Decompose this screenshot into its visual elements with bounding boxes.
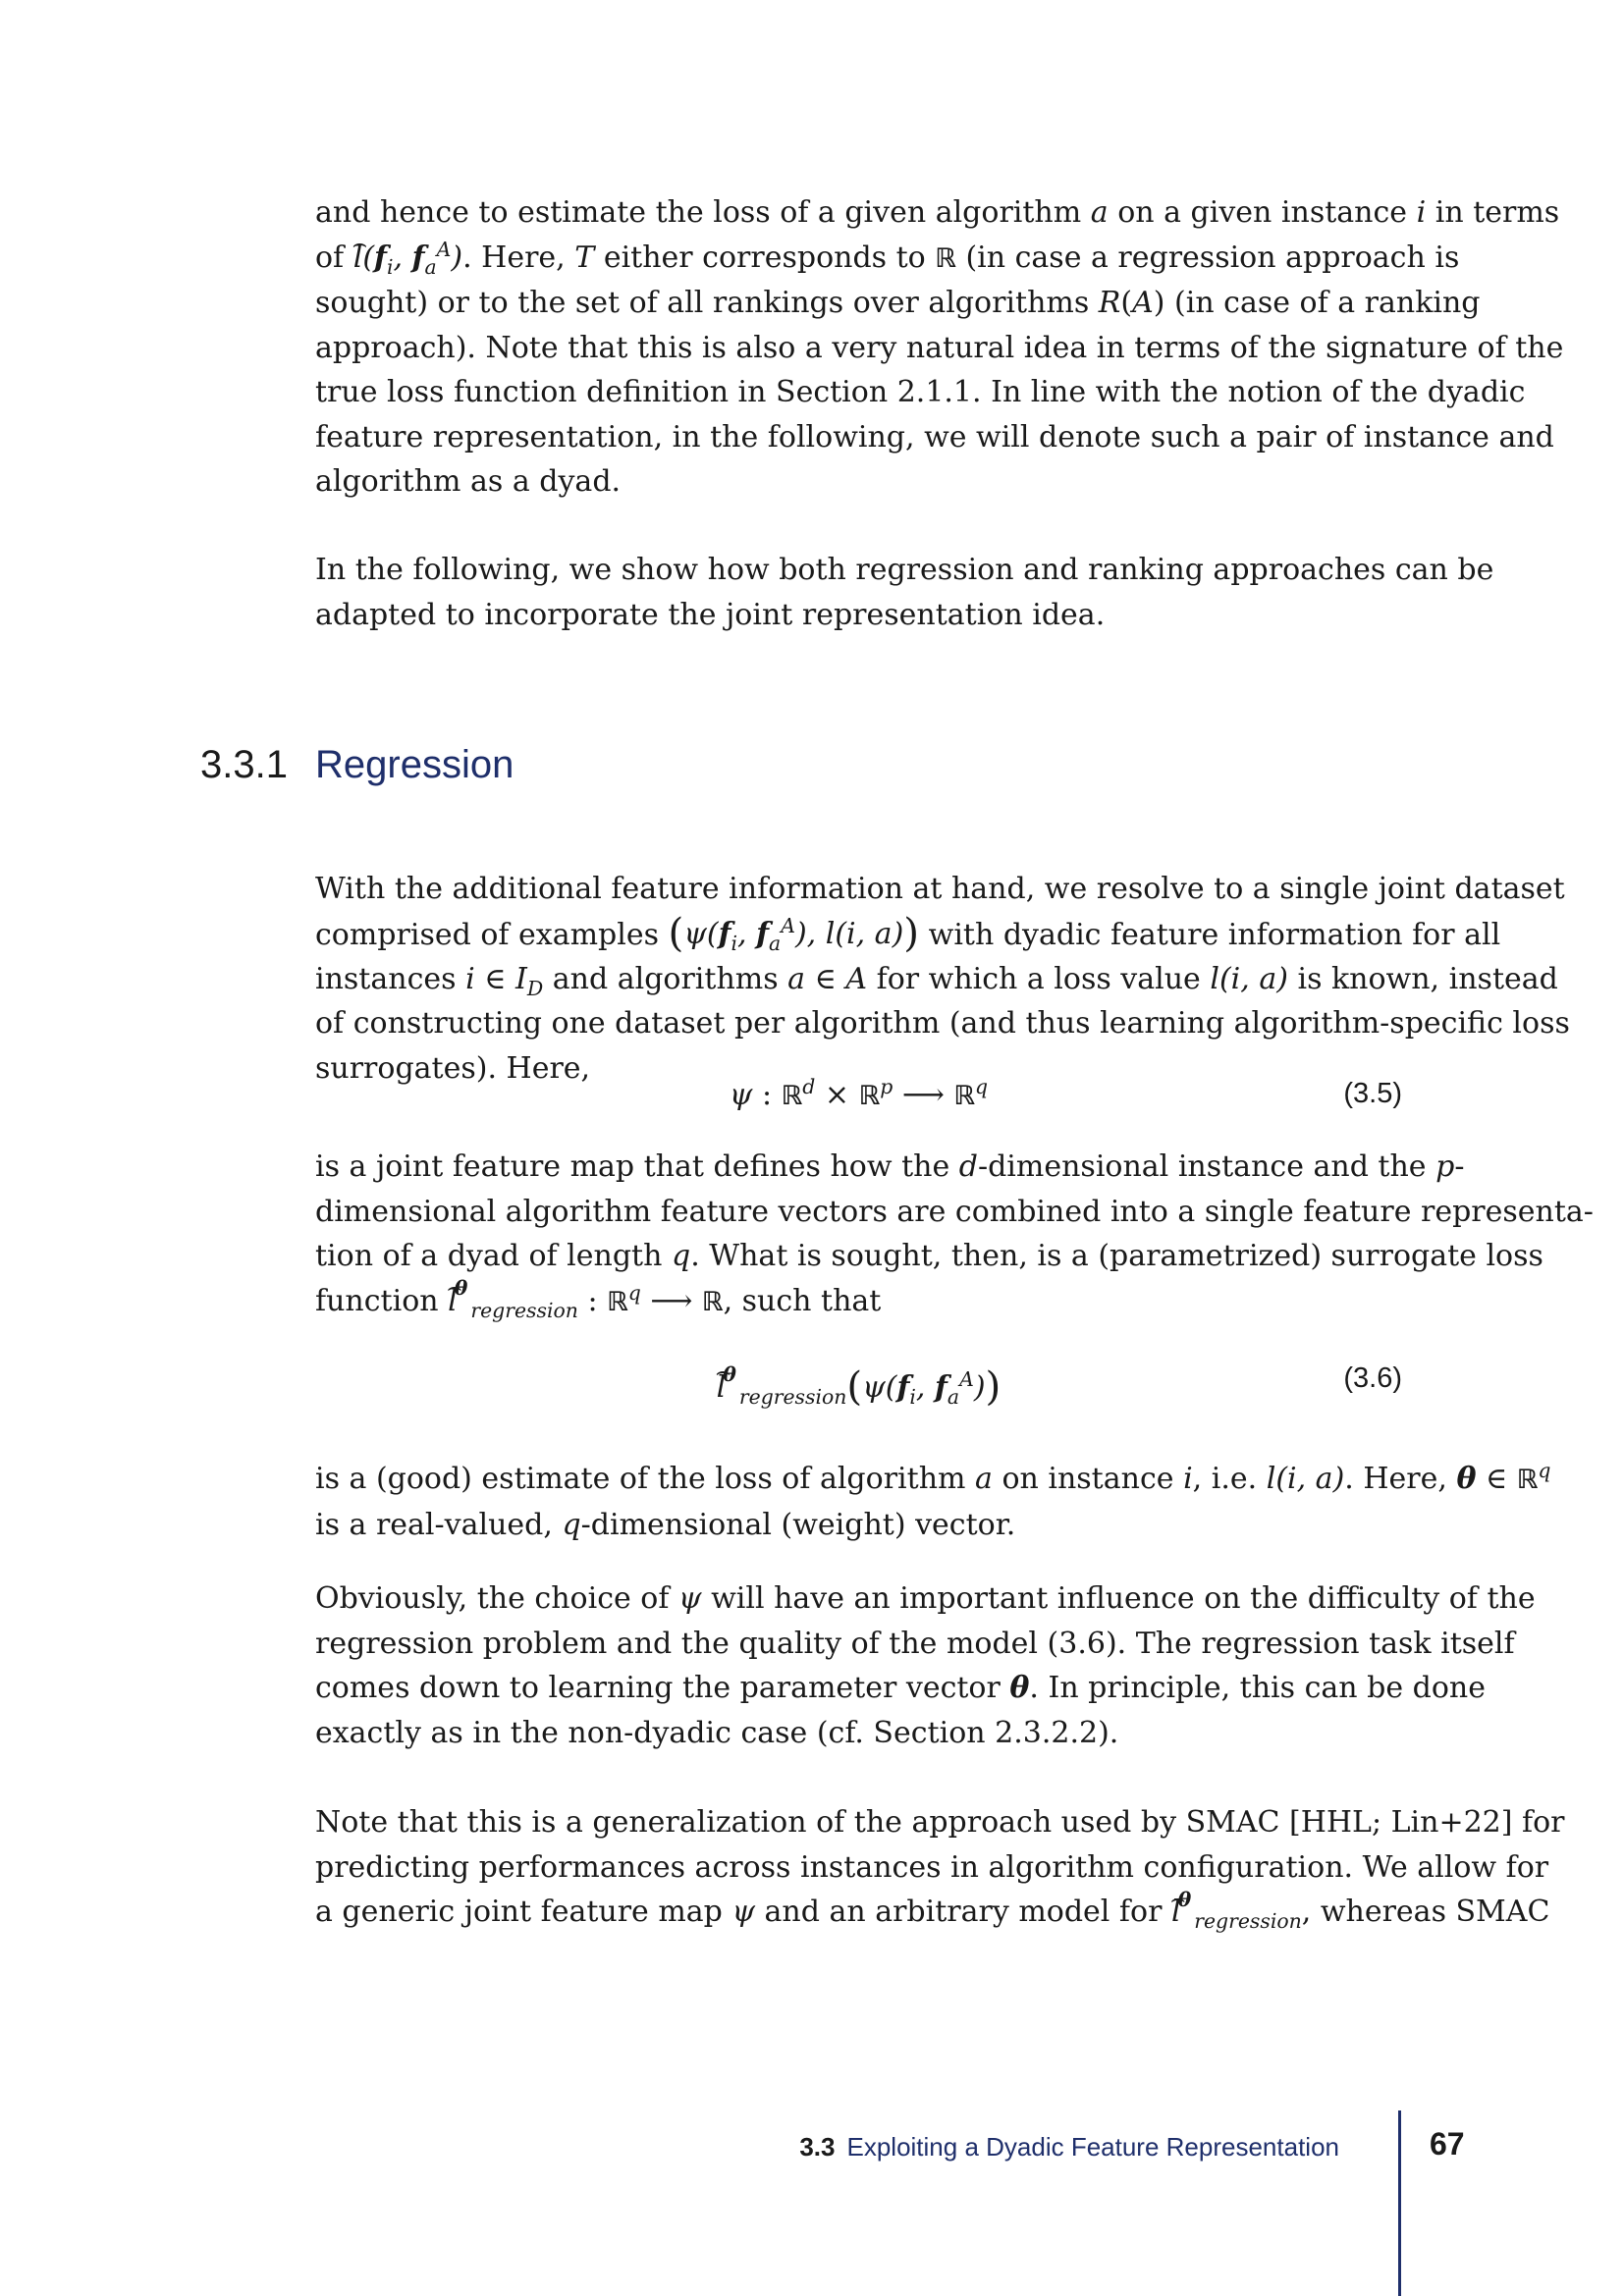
paragraph-5	[315, 1457, 1551, 1547]
equation-3-6	[315, 1362, 1402, 1412]
page-number: 67	[1430, 2126, 1465, 2162]
section-heading	[200, 743, 514, 787]
p1-line-1: and hence to estimate the loss of a given algorithm a on a given instance i in terms	[315, 195, 1560, 230]
footer-section-title: Exploiting a Dyadic Feature Representation	[846, 2132, 1339, 2162]
p7-line-3: a generic joint feature map ψ and an arbitrary model for ⌢ $l^\theta_{regression}$, whereas SMAC	[315, 1890, 1402, 1938]
equation-3-5	[315, 1075, 1402, 1127]
p1-line-6: feature representation, in the following, we will denote such a pair of instance and	[315, 419, 1554, 454]
p6-line-3: comes down to learning the parameter vector θ. In principle, this can be done	[315, 1671, 1486, 1705]
p4-line-1: is a joint feature map that defines how the d-dimensional instance and the p-	[315, 1149, 1465, 1184]
p3-line-1: With the additional feature information at hand, we resolve to a single joint dataset	[315, 872, 1565, 906]
p4-line-3: tion of a dyad of length q. What is sought, then, is a (parametrized) surrogate loss	[315, 1239, 1543, 1273]
paragraph-1	[315, 190, 1564, 505]
p3-line-3: instances i ∈ $I_D$ and algorithms a ∈ A for which a loss value l(i, a) is known, instead	[315, 961, 1558, 1000]
running-footer	[799, 2132, 1339, 2163]
p1-line-4: approach). Note that this is also a very natural idea in terms of the signature of the	[315, 330, 1564, 365]
p5-line-2: is a real-valued, q-dimensional (weight) vector.	[315, 1507, 1016, 1542]
equation-3-6-body: ⌢ $l^\theta_{regression}(\psi(f_i$, $f_a^A$))	[315, 1362, 1402, 1410]
p4-line-2: dimensional algorithm feature vectors are combined into a single feature representa-	[315, 1194, 1594, 1229]
footer-section-number: 3.3	[799, 2132, 836, 2162]
p1-line-5: true loss function definition in Section 2.1.1. In line with the notion of the dyadic	[315, 375, 1526, 409]
p7-line-1: Note that this is a generalization of the approach used by SMAC [HHL; Lin+22] for	[315, 1805, 1565, 1840]
footer-divider	[1398, 2110, 1401, 2296]
p6-line-1: Obviously, the choice of ψ will have an important influence on the difficulty of the	[315, 1581, 1536, 1616]
paragraph-2	[315, 548, 1494, 637]
section-title: Regression	[315, 743, 514, 786]
p1-line-7: algorithm as a dyad.	[315, 464, 622, 499]
p2-line-1: In the following, we show how both regression and ranking approaches can be	[315, 553, 1494, 587]
equation-3-6-number: (3.6)	[1343, 1362, 1402, 1394]
paragraph-6	[315, 1576, 1536, 1755]
p2-line-2: adapted to incorporate the joint representation idea.	[315, 597, 1106, 632]
p1-line-2: of ⌢ $l(f_i$, $f_a^A$). Here, T either corresponds to ℝ (in case a regression approach is	[315, 236, 1402, 282]
p3-line-4: of constructing one dataset per algorithm (and thus learning algorithm-specific loss	[315, 1006, 1570, 1041]
p7-line-2: predicting performances across instances in algorithm configuration. We allow for	[315, 1849, 1549, 1885]
p6-line-2: regression problem and the quality of the model (3.6). The regression task itself	[315, 1626, 1515, 1661]
paragraph-4	[315, 1145, 1594, 1326]
paragraph-7	[315, 1800, 1565, 1938]
p3-line-5: surrogates). Here,	[315, 1050, 591, 1086]
p3-line-2: comprised of examples ($\psi(f_i$, $f_a^A$), l(i, a)) with dyadic feature information for all	[315, 909, 1501, 957]
p4-line-4: function ⌢ $l^\theta_{regression}$ : ℝ$^q$ ⟶ ℝ, such that	[315, 1279, 1402, 1327]
paragraph-3	[315, 867, 1570, 1091]
p5-line-1: is a (good) estimate of the loss of algorithm a on instance i, i.e. l(i, a). Here, θ ∈ ℝ$^q$	[315, 1459, 1551, 1496]
equation-3-5-number: (3.5)	[1343, 1078, 1402, 1109]
p6-line-4: exactly as in the non-dyadic case (cf. Section 2.3.2.2).	[315, 1715, 1119, 1750]
section-number: 3.3.1	[200, 743, 288, 786]
p1-line-3: sought) or to the set of all rankings over algorithms R(A) (in case of a ranking	[315, 286, 1481, 320]
equation-3-5-body: ψ : ℝ$^d$ × ℝ$^p$ ⟶ ℝ$^q$	[729, 1075, 989, 1112]
